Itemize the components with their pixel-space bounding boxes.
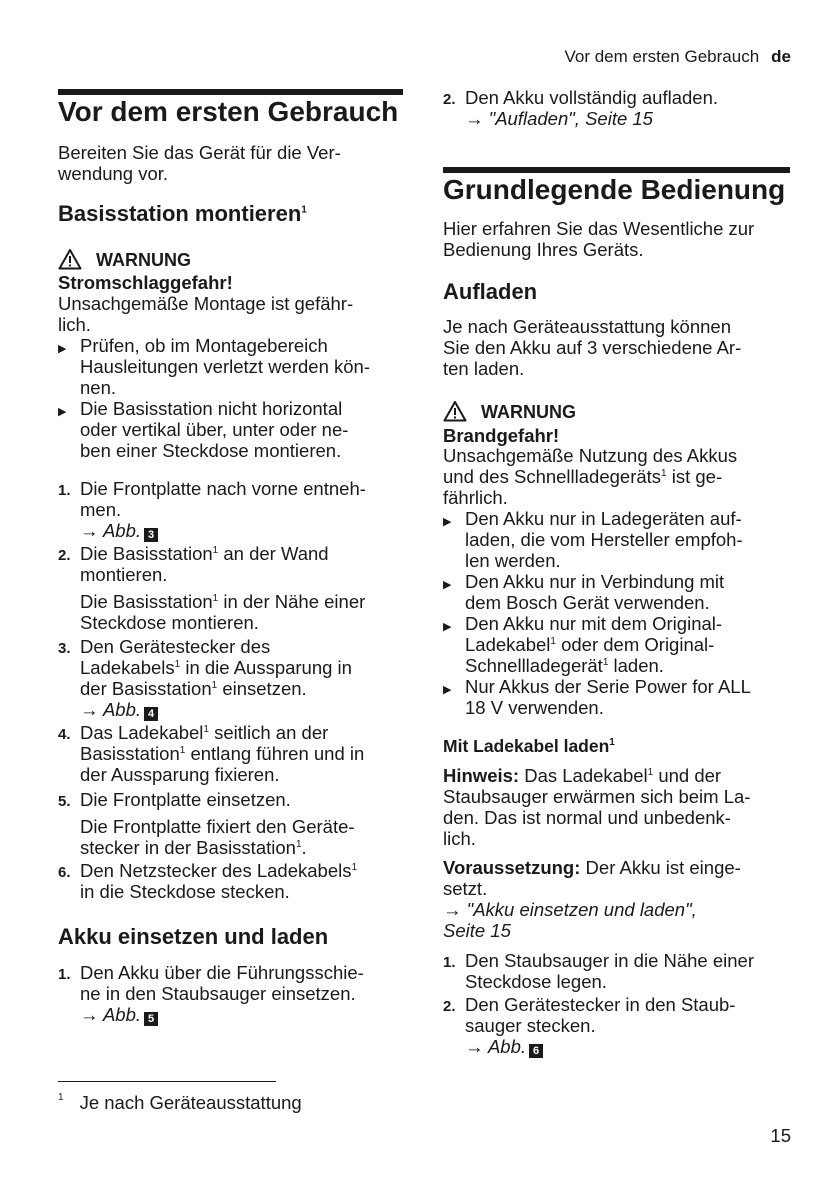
aufladen-paragraph: Je nach Geräteausstattung können Sie den Akku auf 3 verschiedene Ar- ten laden. xyxy=(443,316,742,379)
warning-hazard: Stromschlaggefahr! xyxy=(58,272,233,293)
bullet-triangle-icon: ▶ xyxy=(443,684,452,696)
header-language: de xyxy=(771,47,791,66)
warning-text: Unsachgemäße Montage ist gefähr- lich. xyxy=(58,293,354,335)
warning-text: Unsachgemäße Nutzung des Akkus und des Schnellladegeräts$^1$ ist ge- fährlich. xyxy=(443,445,738,508)
aufladen-heading: Aufladen xyxy=(443,279,538,304)
warning-label: WARNUNG xyxy=(443,400,576,423)
hinweis-label: Hinweis: xyxy=(443,765,520,786)
figure-number: 6 xyxy=(529,1044,543,1058)
intro-paragraph: Hier erfahren Sie das Wesentliche zur Bedienung Ihres Geräts. xyxy=(443,218,755,260)
cross-reference: → "Akku einsetzen und laden", xyxy=(443,899,697,920)
figure-number: 5 xyxy=(144,1012,158,1026)
bullet-triangle-icon: ▶ xyxy=(443,579,452,591)
header-section: Vor dem ersten Gebrauch xyxy=(564,47,760,66)
section-rule xyxy=(58,89,403,95)
section-rule xyxy=(443,167,790,173)
voraussetzung-paragraph: Voraussetzung: Der Akku ist einge- setzt. → "Akku einsetzen und laden", Seite 15 xyxy=(443,857,741,941)
figure-reference: → Abb. 3 xyxy=(80,520,366,542)
voraussetzung-label: Voraussetzung: xyxy=(443,857,581,878)
warning-triangle-icon xyxy=(443,400,467,422)
figure-reference: → Abb. 6 xyxy=(465,1036,735,1058)
basis-heading: Basisstation montieren$^1$ xyxy=(58,201,307,226)
warning-label: WARNUNG xyxy=(58,248,191,271)
section-title: Grundlegende Bedienung xyxy=(443,174,786,205)
figure-number: 4 xyxy=(144,707,158,721)
warning-triangle-icon xyxy=(58,248,82,270)
figure-reference: → Abb. 4 xyxy=(80,699,352,721)
bullet-triangle-icon: ▶ xyxy=(443,516,452,528)
page-number: 15 xyxy=(770,1125,791,1146)
footnote-marker: 1 xyxy=(301,204,307,216)
footnote: $^1$ Je nach Geräteausstattung xyxy=(58,1092,302,1113)
hinweis-paragraph: Hinweis: Das Ladekabel$^1$ und der Staubsauger erwärmen sich beim La- den. Das ist normal und unbedenk- lich. xyxy=(443,765,751,849)
warning-hazard: Brandgefahr! xyxy=(443,425,560,446)
bullet-triangle-icon: ▶ xyxy=(58,343,67,355)
section-title: Vor dem ersten Gebrauch xyxy=(58,96,399,127)
cross-reference: → "Aufladen", Seite 15 xyxy=(465,108,653,129)
figure-reference: → Abb. 5 xyxy=(80,1004,364,1026)
running-header xyxy=(564,47,791,67)
mit-ladekabel-heading: Mit Ladekabel laden$^1$ xyxy=(443,736,615,756)
akku-heading: Akku einsetzen und laden xyxy=(58,924,329,949)
footnote-rule xyxy=(58,1081,276,1082)
figure-number: 3 xyxy=(144,528,158,542)
intro-paragraph: Bereiten Sie das Gerät für die Ver- wendung vor. xyxy=(58,142,341,184)
bullet-triangle-icon: ▶ xyxy=(443,621,452,633)
bullet-triangle-icon: ▶ xyxy=(58,406,67,418)
